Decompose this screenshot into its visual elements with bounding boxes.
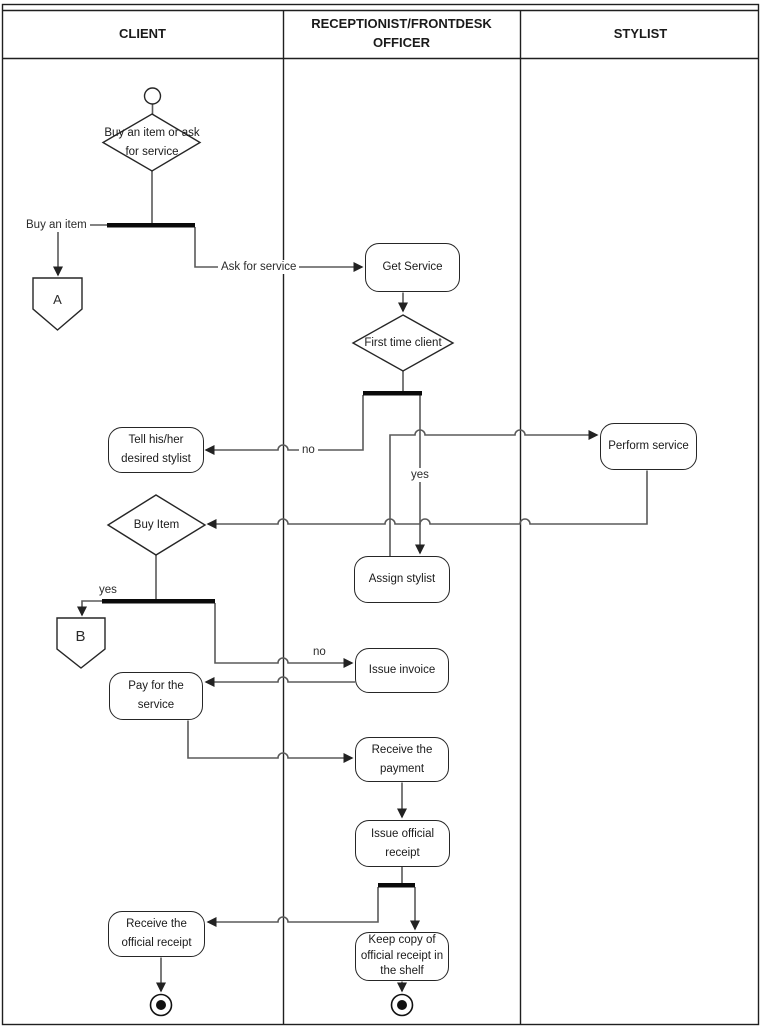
lane-header-receptionist: RECEPTIONIST/FRONTDESK OFFICER — [311, 16, 492, 50]
decision-first-time-shape — [353, 315, 453, 371]
final-node-receptionist-dot — [397, 1000, 407, 1010]
edge-label-no-first-time: no — [299, 443, 318, 457]
final-node-client-dot — [156, 1000, 166, 1010]
decision-first-time-label: First time client — [364, 336, 442, 349]
node-issue-official-receipt: Issue official receipt — [355, 820, 450, 867]
edge-assign-to-perform — [390, 430, 597, 557]
edge-yes-to-offpage-b — [82, 601, 102, 615]
node-perform-service: Perform service — [600, 423, 697, 470]
node-receive-payment: Receive the payment — [355, 737, 449, 782]
decision-buy-or-service-label: Buy an item or ask for service — [104, 127, 200, 158]
swimlane-frame — [3, 5, 759, 1025]
edge-pay-to-receive-payment — [188, 721, 352, 759]
edge-label-no-buy-item: no — [310, 645, 329, 659]
decision-buy-item-label: Buy Item — [133, 518, 180, 531]
lane-header-client: CLIENT — [119, 25, 166, 41]
fork-bar-1 — [107, 223, 195, 228]
node-get-service: Get Service — [365, 243, 460, 292]
edge-label-buy-an-item: Buy an item — [23, 218, 90, 232]
lane-header-stylist: STYLIST — [613, 25, 668, 41]
node-tell-desired-stylist: Tell his/her desired stylist — [108, 427, 204, 473]
edge-no-to-tell-stylist — [206, 395, 363, 450]
edge-invoice-to-pay — [206, 677, 355, 682]
fork-bar-3 — [102, 599, 215, 604]
start-node — [145, 88, 161, 104]
node-keep-copy-receipt: Keep copy of official receipt in the shelf — [355, 932, 449, 981]
decision-buy-or-service-shape — [103, 114, 200, 171]
edge-fork1-to-offpage-a — [58, 225, 107, 275]
node-receive-official-receipt: Receive the official receipt — [108, 911, 205, 957]
fork-bar-4 — [378, 883, 415, 888]
offpage-connector-b-label: B — [75, 628, 86, 645]
fork-bar-2 — [363, 391, 422, 396]
edge-fork4-to-receive-receipt — [208, 887, 378, 922]
node-issue-invoice: Issue invoice — [355, 648, 449, 693]
edge-label-ask-for-service: Ask for service — [218, 260, 299, 274]
edge-label-yes-buy-item: yes — [96, 583, 120, 597]
node-assign-stylist: Assign stylist — [354, 556, 450, 603]
offpage-connector-a-label: A — [53, 292, 62, 307]
node-pay-for-service: Pay for the service — [109, 672, 203, 720]
decision-buy-item-shape — [108, 495, 205, 555]
edge-label-yes-first-time: yes — [408, 468, 432, 482]
